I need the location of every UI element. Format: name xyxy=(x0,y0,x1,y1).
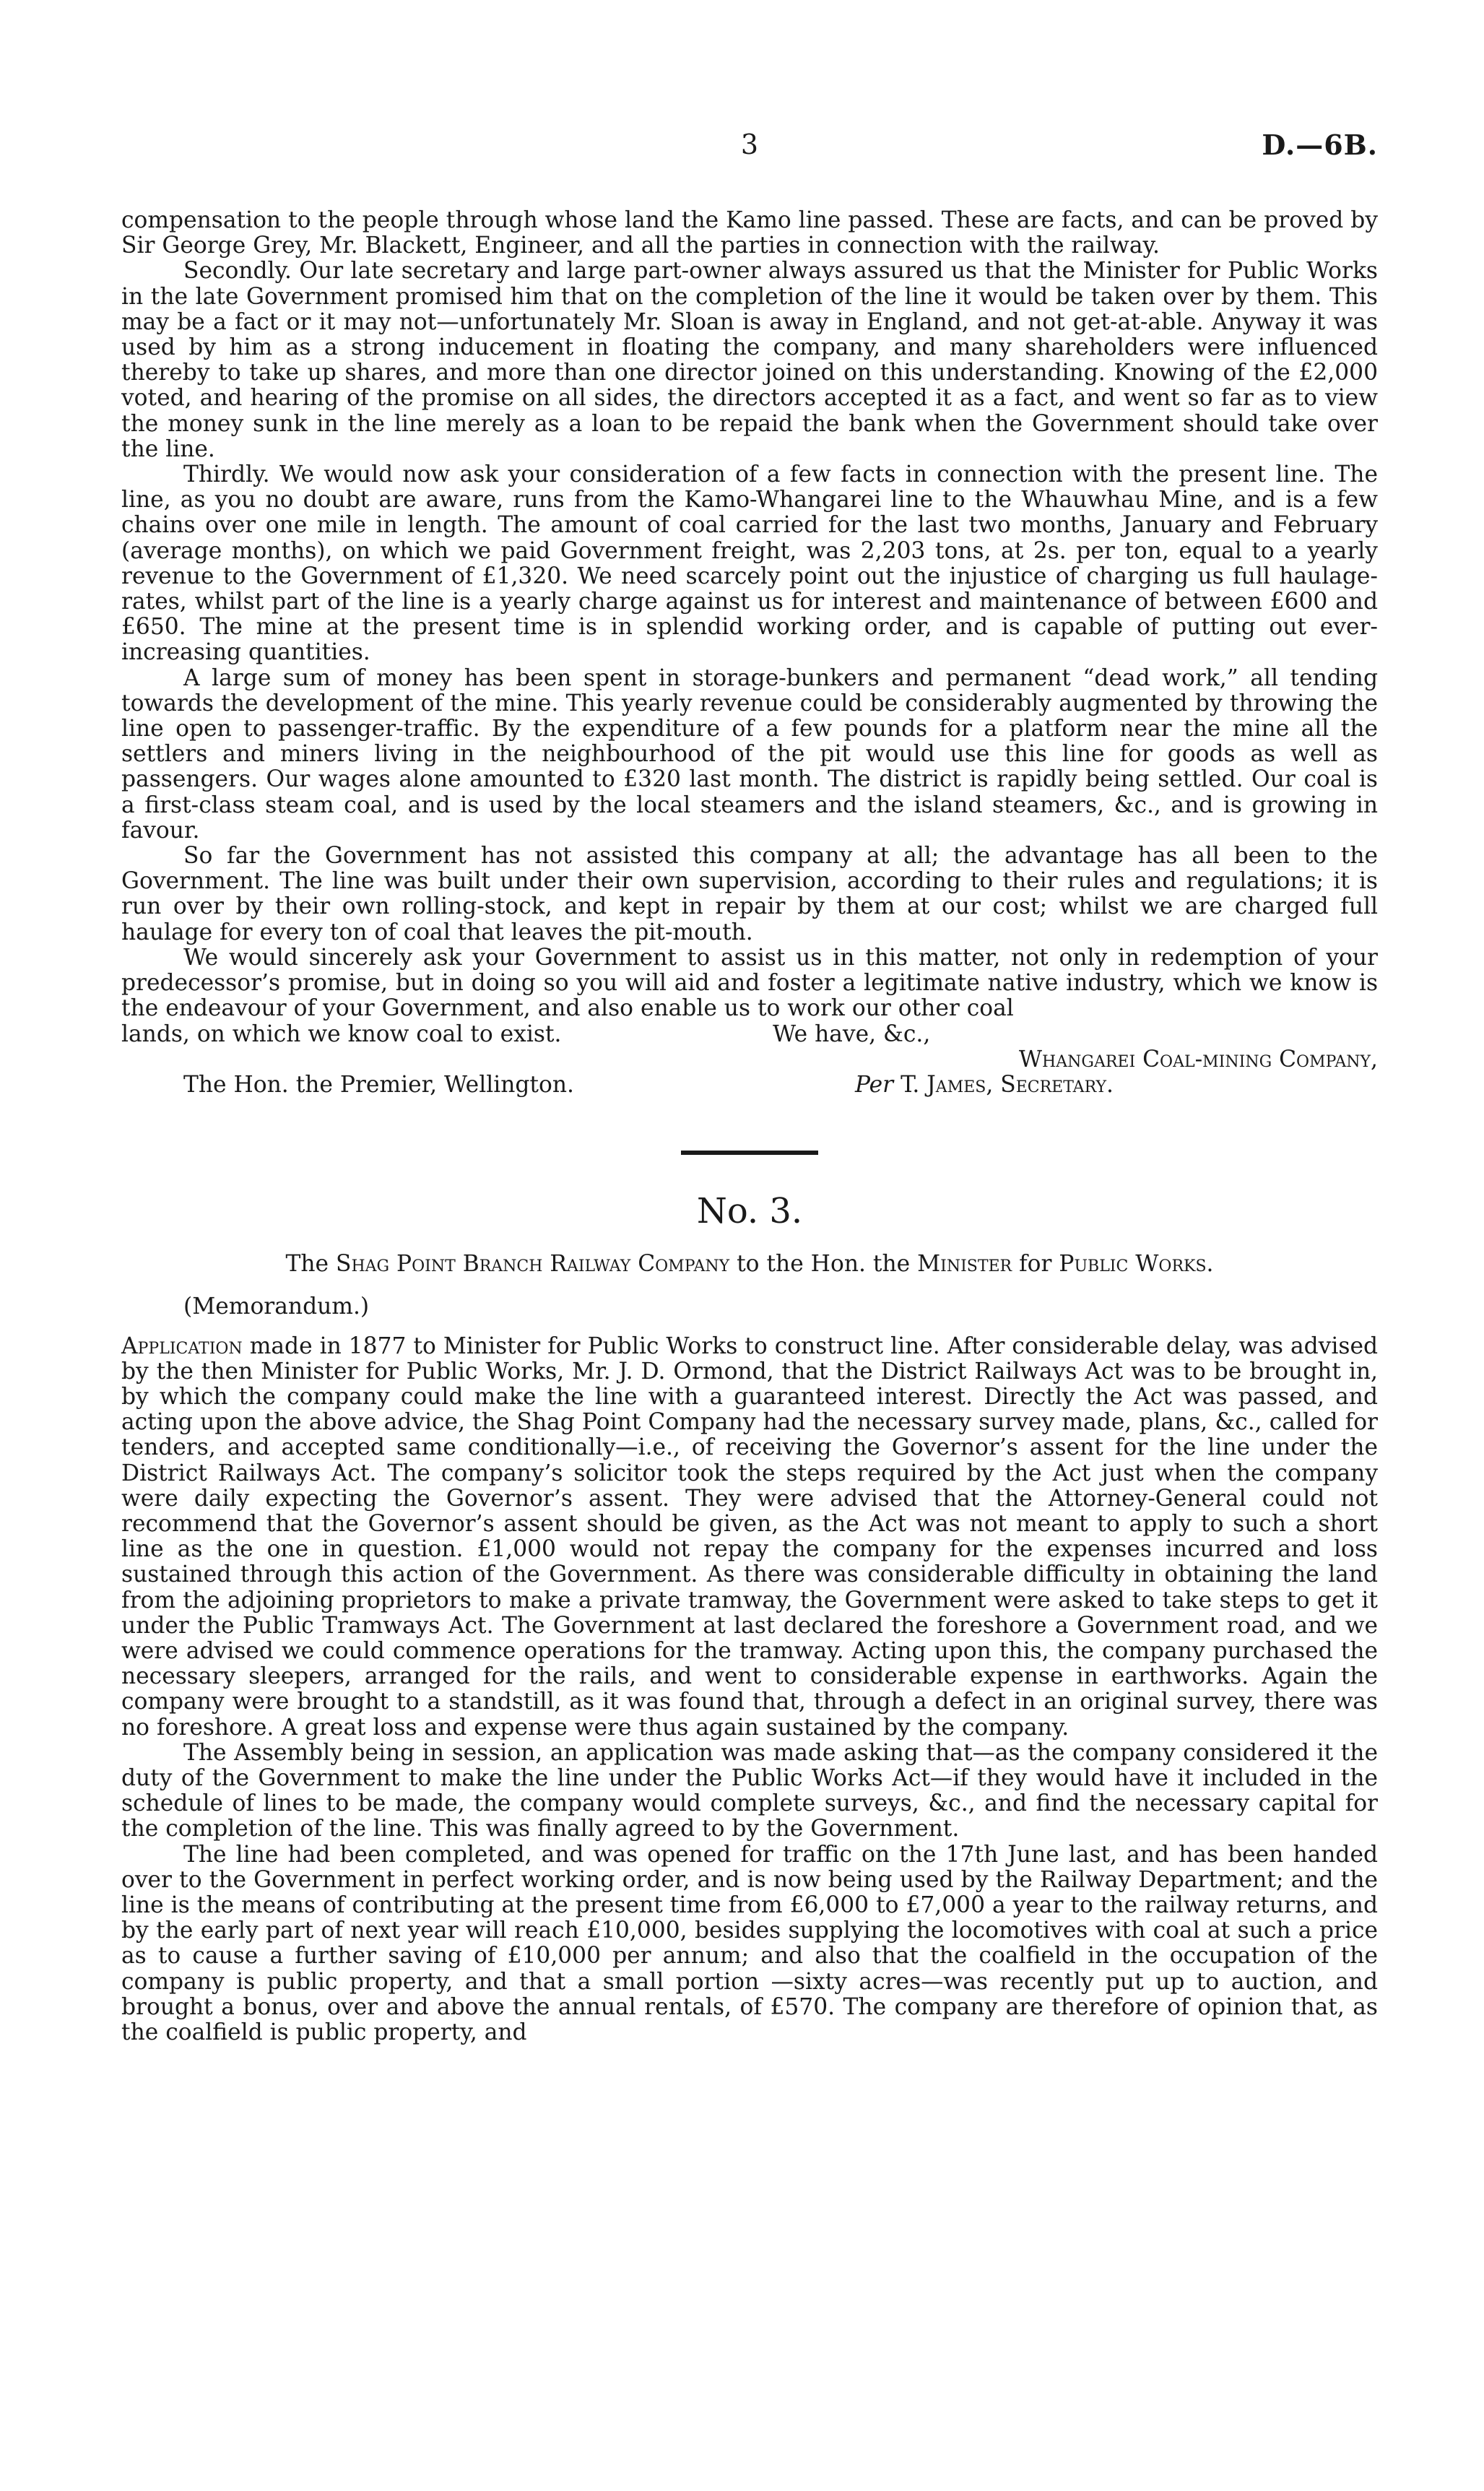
company-name: Whangarei Coal-mining Company, xyxy=(1018,1046,1378,1073)
memorandum-label: (Memorandum.) xyxy=(183,1293,370,1320)
memo-paragraph-3: The line had been completed, and was opened for traffic on the 17th June last, and has been handed over to the Government in perfect working order, and is now being used by the Railway Department; and the line is the means of contributing at the present time from £6,000 to £7,000 a year to the railway returns, and by the early part of next year will reach £10,000, besides supplying the locomotives with coal at such a price as to cause a further saving of £10,000 per annum; and also that the coalfield in the occupation of the company is public property, and that a small portion —sixty acres—was recently put up to auction, and brought a bonus, over and above the annual rentals, of £570. The company are therefore of opinion that, as the coalfield is public property, and xyxy=(121,1841,1378,2045)
closing-we-have: We have, &c., xyxy=(773,1021,931,1047)
memo-paragraph-2: The Assembly being in session, an application was made asking that—as the company considered it the duty of the Government to make the line under the Public Works Act—if they would have it included in the schedule of lines to be made, the company would complete surveys, &c., and find the necessary capital for the completion of the line. This was finally agreed to by the Government. xyxy=(121,1739,1378,1842)
letter-paragraph-6: We would sincerely ask your Government to assist us in this matter, not only in redemption of your predecessor’s promise, but in doing so you will aid and foster a legitimate native industry, which we know is the endeavour of your Government, and also enable us to work our other coal xyxy=(121,944,1378,1022)
document-reference: D.—6B. xyxy=(1262,129,1378,161)
subheading-pre: The xyxy=(285,1250,329,1277)
letter-closing xyxy=(121,1022,1378,1099)
body-text xyxy=(121,208,1378,2045)
lead-word: Application xyxy=(121,1333,243,1359)
section-divider xyxy=(681,1151,818,1155)
memo-paragraph-1-text: made in 1877 to Minister for Public Works to construct line. After considerable delay, was advised by the then Minister for Public Works, Mr. J. D. Ormond, that the District Railways Act was to be brought in, by which the company could make the line with a guaranteed interest. Directly the Act was passed, and acting upon the above advice, the Shag Point Company had the necessary survey made, plans, &c., called for tenders, and accepted same conditionally—i.e., of receiving the Governor’s assent for the line under the District Railways Act. The company’s solicitor took the steps required by the Act just when the company were daily expecting the Governor’s assent. They were advised that the Attorney-General could not recommend that the Governor’s assent should be given, as the Act was not meant to apply to such a short line as the one in question. £1,000 would not repay the company for the expenses incurred and loss sustained through this action of the Government. As there was considerable difficulty in obtaining the land from the adjoining proprietors to make a private tramway, the Government were asked to take steps to get it under the Public Tramways Act. The Government at last declared the foreshore a Government road, and we were advised we could commence operations for the tramway. Acting upon this, the company purchased the necessary sleepers, arranged for the rails, and went to considerable expense in earthworks. Again the company were brought to a standstill, as it was found that, through a defect in an original survey, there was no foreshore. A great loss and expense were thus again sustained by the company. xyxy=(121,1333,1378,1741)
closing-left-text: lands, on which we know coal to exist. xyxy=(121,1021,562,1047)
page-number: 3 xyxy=(740,129,759,160)
section-number: No. 3. xyxy=(696,1190,803,1231)
subheading-mid: to the Hon. the xyxy=(737,1250,911,1277)
letter-paragraph-3: Thirdly. We would now ask your consideration of a few facts in connection with the present line. The line, as you no doubt are aware, runs from the Kamo-Whangarei line to the Whauwhau Mine, and is a few chains over one mile in length. The amount of coal carried for the last two months, January and February (average months), on which we paid Government freight, was 2,203 tons, at 2s. per ton, equal to a yearly revenue to the Government of £1,320. We need scarcely point out the injustice of charging us full haulage-rates, whilst part of the line is a yearly charge against us for interest and maintenance of between £600 and £650. The mine at the present time is in splendid working order, and is capable of putting out ever-increasing quantities. xyxy=(121,462,1378,666)
addressee: The Hon. the Premier, Wellington. xyxy=(183,1071,574,1098)
subheading-works: Public Works. xyxy=(1059,1250,1214,1277)
signature-line xyxy=(855,1073,1114,1098)
letter-paragraph-4: A large sum of money has been spent in storage-bunkers and permanent “dead work,” all tending towards the development of the mine. This yearly revenue could be considerably augmented by throwing the line open to passenger-traffic. By the expenditure of a few pounds for a platform near the mine all the settlers and miners living in the neighbourhood of the pit would use this line for goods as well as passengers. Our wages alone amounted to £320 last month. The district is rapidly being settled. Our coal is a first-class steam coal, and is used by the local steamers and the island steamers, &c., and is growing in favour. xyxy=(121,664,1378,844)
subheading-company: Shag Point Branch Railway Company xyxy=(336,1250,730,1277)
subheading-for: for xyxy=(1019,1250,1052,1277)
signatory: T. James, Secretary. xyxy=(901,1071,1114,1098)
subheading-minister: Minister xyxy=(917,1250,1012,1277)
letter-paragraph-1: compensation to the people through whose land the Kamo line passed. These are facts, and can be proved by Sir George Grey, Mr. Blackett, Engineer, and all the parties in connection with the railway. xyxy=(121,207,1378,259)
memo-paragraph-1 xyxy=(121,1334,1378,1741)
memorandum-body xyxy=(121,1334,1378,2046)
section-subheading xyxy=(121,1252,1378,1277)
letter-paragraph-5: So far the Government has not assisted this company at all; the advantage has all been to the Government. The line was built under their own supervision, according to their rules and regulations; it is run over by their own rolling-stock, and kept in repair by them at our cost; whilst we are charged full haulage for every ton of coal that leaves the pit-mouth. xyxy=(121,843,1378,945)
per-label: Per xyxy=(855,1071,894,1098)
page-header xyxy=(121,129,1378,165)
letter-paragraph-2: Secondly. Our late secretary and large part-owner always assured us that the Minister for Public Works in the late Government promised him that on the completion of the line it would be taken over by them. This may be a fact or it may not—unfortunately Mr. Sloan is away in England, and not get-at-able. Anyway it was used by him as a strong inducement in floating the company, and many shareholders were influenced thereby to take up shares, and more than one director joined on this understanding. Knowing of the £2,000 voted, and hearing of the promise on all sides, the directors accepted it as a fact, and went so far as to view the money sunk in the line merely as a loan to be repaid the bank when the Government should take over the line. xyxy=(121,258,1378,462)
